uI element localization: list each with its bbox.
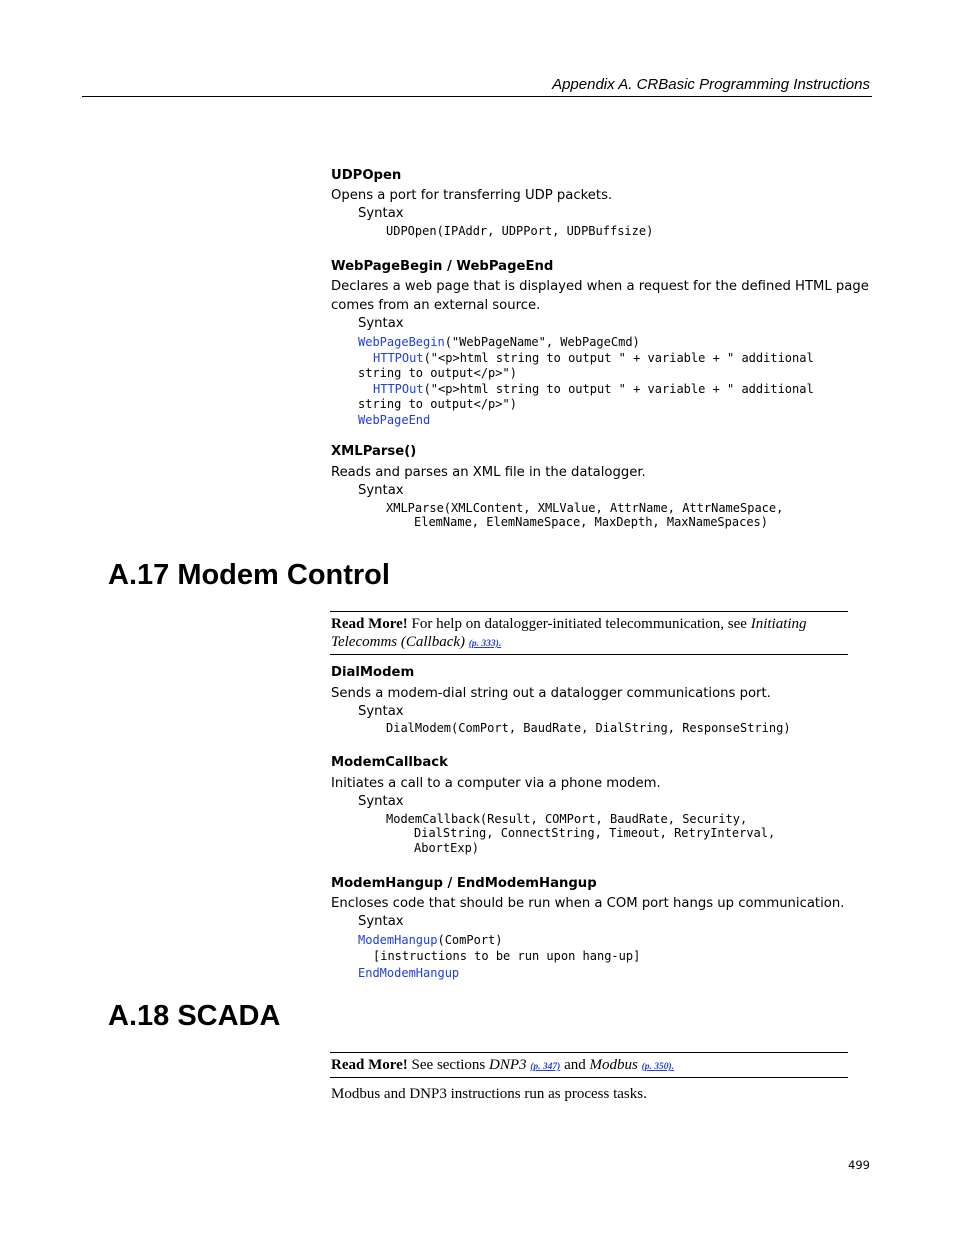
webpage-code-line1 bbox=[358, 335, 640, 351]
modemhangup-description: Encloses code that should be run when a COM port hangs up communication. bbox=[331, 896, 845, 911]
a17-readmore-line1 bbox=[331, 615, 807, 634]
scada-readmore-top-rule bbox=[330, 1052, 848, 1053]
httpout-args: ("<p>html string to output " + variable + " additional bbox=[423, 382, 814, 396]
endmodemhangup-keyword: EndModemHangup bbox=[358, 966, 460, 980]
readmore-period: . bbox=[671, 1062, 675, 1072]
section-a18-title: A.18 SCADA bbox=[108, 1000, 281, 1032]
readmore-label: Read More! bbox=[331, 1057, 408, 1073]
modemcallback-description: Initiates a call to a computer via a phone modem. bbox=[331, 776, 661, 791]
webpage-code-line2 bbox=[373, 351, 814, 367]
readmore-link-dnp3[interactable]: DNP3 bbox=[489, 1057, 527, 1073]
modemhangup-syntax-label: Syntax bbox=[358, 914, 404, 929]
scada-readmore-bottom-rule bbox=[330, 1077, 848, 1078]
modemhangup-code-line1 bbox=[358, 933, 503, 949]
readmore-period: . bbox=[498, 639, 502, 649]
webpage-description-line1: Declares a web page that is displayed when a request for the defined HTML page bbox=[331, 279, 869, 294]
modemhangup-heading: ModemHangup / EndModemHangup bbox=[331, 876, 597, 891]
httpout-keyword: HTTPOut bbox=[373, 382, 424, 396]
a17-readmore-line2 bbox=[331, 633, 501, 654]
udpopen-description: Opens a port for transferring UDP packets. bbox=[331, 188, 613, 203]
xmlparse-code-line1: XMLParse(XMLContent, XMLValue, AttrName, AttrNameSpace, bbox=[386, 501, 784, 515]
readmore-top-rule bbox=[330, 611, 848, 612]
readmore-link-telecomms[interactable]: Telecomms (Callback) bbox=[331, 634, 466, 650]
header-rule bbox=[82, 96, 872, 97]
running-header: Appendix A. CRBasic Programming Instructions bbox=[552, 76, 870, 93]
modemcallback-code-line2: DialString, ConnectString, Timeout, RetryInterval, bbox=[414, 826, 776, 840]
readmore-text: For help on datalogger-initiated telecommunication, see bbox=[407, 616, 751, 632]
webpage-syntax-label: Syntax bbox=[358, 316, 404, 331]
readmore-and: and bbox=[560, 1057, 590, 1073]
dialmodem-code: DialModem(ComPort, BaudRate, DialString, ResponseString) bbox=[386, 721, 791, 735]
page-reference-link[interactable]: (p. 350) bbox=[641, 1062, 672, 1072]
webpage-description-line2: comes from an external source. bbox=[331, 298, 541, 313]
httpout-keyword: HTTPOut bbox=[373, 351, 424, 365]
udpopen-heading: UDPOpen bbox=[331, 168, 402, 183]
modemhangup-code-line2: [instructions to be run upon hang-up] bbox=[373, 949, 641, 963]
webpagebegin-args: ("WebPageName", WebPageCmd) bbox=[444, 335, 640, 349]
xmlparse-code-line2: ElemName, ElemNameSpace, MaxDepth, MaxNameSpaces) bbox=[414, 515, 769, 529]
readmore-text: See sections bbox=[407, 1057, 490, 1073]
dialmodem-heading: DialModem bbox=[331, 665, 415, 680]
udpopen-code: UDPOpen(IPAddr, UDPPort, UDPBuffsize) bbox=[386, 224, 654, 238]
scada-body-text: Modbus and DNP3 instructions run as process tasks. bbox=[331, 1086, 647, 1102]
webpage-heading: WebPageBegin / WebPageEnd bbox=[331, 259, 554, 274]
page-number: 499 bbox=[848, 1158, 870, 1172]
modemhangup-keyword: ModemHangup bbox=[358, 933, 438, 947]
webpageend-keyword: WebPageEnd bbox=[358, 413, 431, 427]
page-reference-link[interactable]: (p. 333) bbox=[468, 639, 499, 649]
a18-readmore-line bbox=[331, 1056, 674, 1077]
readmore-link-initiating[interactable]: Initiating bbox=[750, 616, 807, 632]
xmlparse-syntax-label: Syntax bbox=[358, 483, 404, 498]
webpage-code-line4 bbox=[373, 382, 814, 398]
page-reference-link[interactable]: (p. 347) bbox=[530, 1062, 561, 1072]
udpopen-syntax-label: Syntax bbox=[358, 206, 404, 221]
modemcallback-code-line3: AbortExp) bbox=[414, 841, 480, 855]
xmlparse-heading: XMLParse() bbox=[331, 444, 417, 459]
modemcallback-code-line1: ModemCallback(Result, COMPort, BaudRate, Security, bbox=[386, 812, 748, 826]
dialmodem-description: Sends a modem-dial string out a datalogger communications port. bbox=[331, 686, 771, 701]
xmlparse-description: Reads and parses an XML file in the datalogger. bbox=[331, 465, 646, 480]
readmore-bottom-rule bbox=[330, 654, 848, 655]
webpage-code-line5: string to output</p>") bbox=[358, 397, 517, 411]
readmore-label: Read More! bbox=[331, 616, 408, 632]
section-a17-title: A.17 Modem Control bbox=[108, 559, 390, 591]
dialmodem-syntax-label: Syntax bbox=[358, 704, 404, 719]
webpage-code-line3: string to output</p>") bbox=[358, 366, 517, 380]
httpout-args: ("<p>html string to output " + variable + " additional bbox=[423, 351, 814, 365]
modemcallback-heading: ModemCallback bbox=[331, 755, 448, 770]
readmore-link-modbus[interactable]: Modbus bbox=[589, 1057, 638, 1073]
modemcallback-syntax-label: Syntax bbox=[358, 794, 404, 809]
webpagebegin-keyword: WebPageBegin bbox=[358, 335, 445, 349]
modemhangup-args: (ComPort) bbox=[437, 933, 503, 947]
